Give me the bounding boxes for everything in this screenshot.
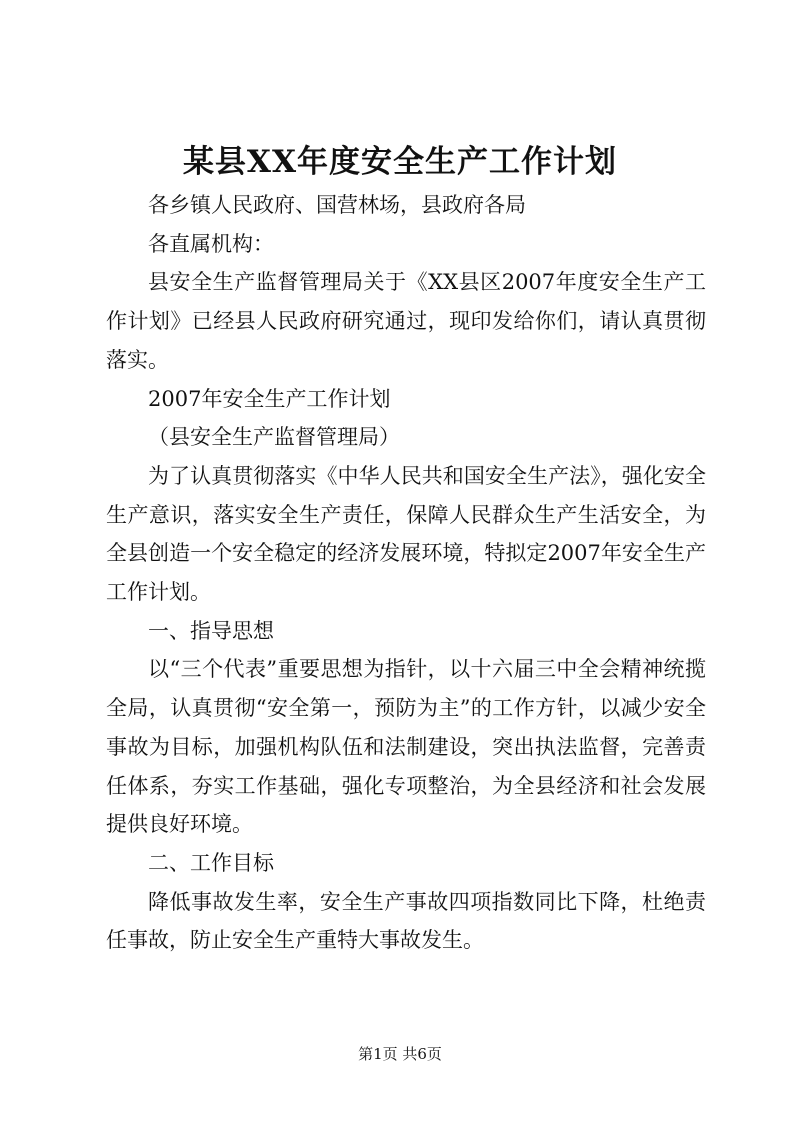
paragraph-issuer: （县安全生产监督管理局）	[148, 425, 400, 450]
paragraph-addressee-2: 各直属机构：	[148, 231, 274, 256]
section-heading-guiding-ideology: 一、指导思想	[148, 618, 274, 643]
paragraph-plan-title: 2007年安全生产工作计划	[148, 386, 391, 411]
paragraph-addressee-1: 各乡镇人民政府、国营林场，县政府各局	[148, 193, 526, 217]
section-heading-work-goals: 二、工作目标	[148, 850, 274, 875]
page-number-footer: 第1页 共6页	[358, 1045, 442, 1063]
document-body	[106, 186, 706, 960]
document-title: 某县XX年度安全生产工作计划	[182, 144, 618, 180]
paragraph-purpose: 为了认真贯彻落实《中华人民共和国安全生产法》，强化安全生产意识，落实安全生产责任，保障人民群众生产生活安全，为全县创造一个安全稳定的经济发展环境，特拟定2007年安全生产工作计划。	[106, 463, 706, 605]
paragraph-guiding-ideology: 以“三个代表”重要思想为指针，以十六届三中全会精神统揽全局，认真贯彻“安全第一，预防为主”的工作方针，以减少安全事故为目标，加强机构队伍和法制建设，突出执法监督，完善责任体系，夯实工作基础，强化专项整治，为全县经济和社会发展提供良好环境。	[106, 657, 706, 837]
paragraph-work-goals: 降低事故发生率，安全生产事故四项指数同比下降，杜绝责任事故，防止安全生产重特大事故发生。	[106, 889, 706, 953]
paragraph-intro: 县安全生产监督管理局关于《XX县区2007年度安全生产工作计划》已经县人民政府研究通过，现印发给你们，请认真贯彻落实。	[106, 270, 706, 372]
